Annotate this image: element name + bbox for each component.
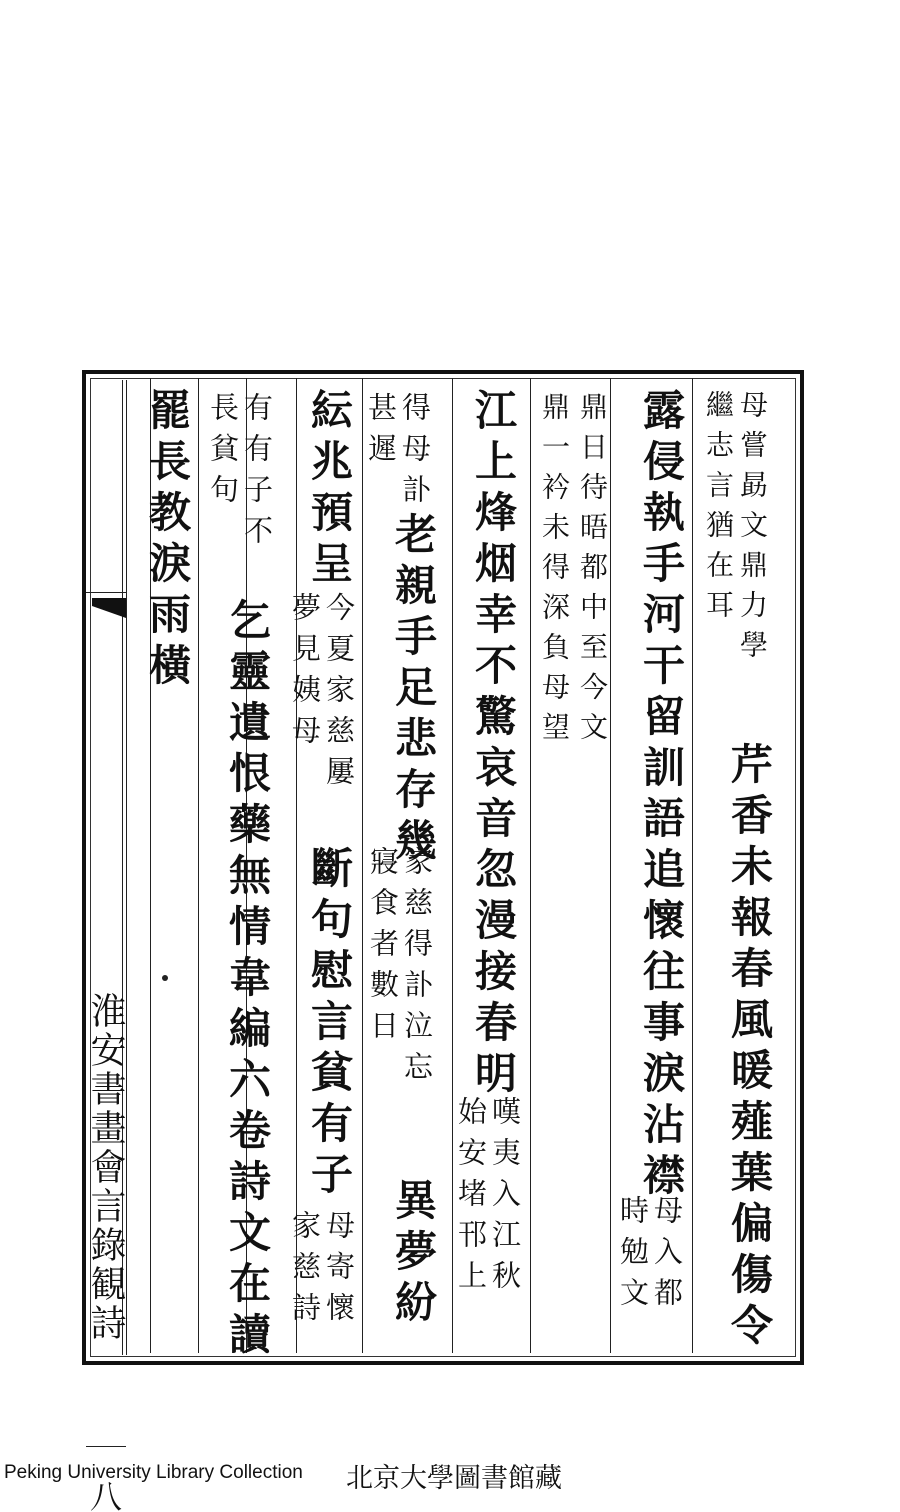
column-rule: [198, 378, 199, 1353]
poem-text: 老親手足悲存幾: [389, 512, 438, 869]
annotation-text: 得母訃: [398, 392, 432, 515]
annotation-group: [368, 846, 432, 1092]
annotation-text: 時勉文: [616, 1195, 650, 1318]
page-frame-inner: [90, 378, 796, 1357]
annotation-text: 始安堵邗上: [454, 1096, 488, 1301]
poem-text: 露侵執手河干留訓語追懷往事淚沾襟: [637, 388, 686, 1204]
annotation-group: [290, 592, 354, 797]
annotation-group: [290, 1210, 354, 1333]
poem-text: 斷句慰言貧有子: [305, 846, 354, 1203]
annotation-text: 鼎一衿未得深負母望: [538, 392, 571, 752]
book-margin: [85, 380, 130, 1512]
poem-text: 乞靈遺恨藥無情韋編六卷詩文在讀: [223, 598, 272, 1363]
annotation-text: 嘆夷入江秋: [488, 1096, 522, 1301]
column-rule: [692, 378, 693, 1353]
annotation-text: 繼志言猶在耳: [702, 390, 735, 630]
poem-text: 紜兆預呈: [305, 388, 354, 592]
footer-collection-en: Peking University Library Collection: [4, 1462, 303, 1483]
annotation-text: 母入都: [650, 1195, 684, 1318]
column-rule: [452, 378, 453, 1353]
poem-text: 異夢紛: [389, 1178, 438, 1331]
annotation-text: 母嘗勗文鼎力學: [736, 390, 769, 670]
annotation-text: 寢食者數日: [366, 846, 400, 1051]
annotation-group: [208, 392, 272, 556]
column-rule: [296, 378, 297, 1353]
annotation-group: [456, 1096, 520, 1301]
annotation-text: 母寄懷: [322, 1210, 356, 1333]
column-rule: [610, 378, 611, 1353]
fish-tail-mark: [92, 598, 126, 618]
column-rule: [530, 378, 531, 1353]
annotation-text: 今夏家慈屢: [322, 592, 356, 797]
annotation-text: 有有子不: [240, 392, 274, 556]
column-rule: [362, 378, 363, 1353]
ink-spot: [162, 975, 168, 981]
annotation-text: 夢見姨母: [288, 592, 322, 756]
annotation-text: 長貧句: [206, 392, 240, 515]
annotation-group: [618, 1195, 682, 1318]
margin-divider: [86, 1446, 126, 1447]
poem-text: 芹香未報春風暖薤葉偏傷令: [725, 742, 774, 1354]
annotation-text: 家慈得訃泣忘: [400, 846, 434, 1092]
annotation-group: [366, 392, 430, 515]
page-number: 八: [85, 1480, 123, 1512]
poem-text: 罷長教淚雨橫: [143, 388, 192, 694]
poem-text: 江上烽烟幸不驚哀音忽漫接春明: [469, 388, 518, 1102]
footer-collection-cn: 北京大學圖書館藏: [346, 1463, 562, 1494]
annotation-text: 鼎日待晤都中至今文: [576, 392, 609, 752]
margin-divider: [86, 592, 126, 593]
margin-title: 淮安書畫會言錄観詩: [85, 992, 126, 1343]
annotation-text: 家慈詩: [288, 1210, 322, 1333]
margin-rule: [126, 380, 127, 1355]
annotation-text: 甚遲: [364, 392, 398, 474]
